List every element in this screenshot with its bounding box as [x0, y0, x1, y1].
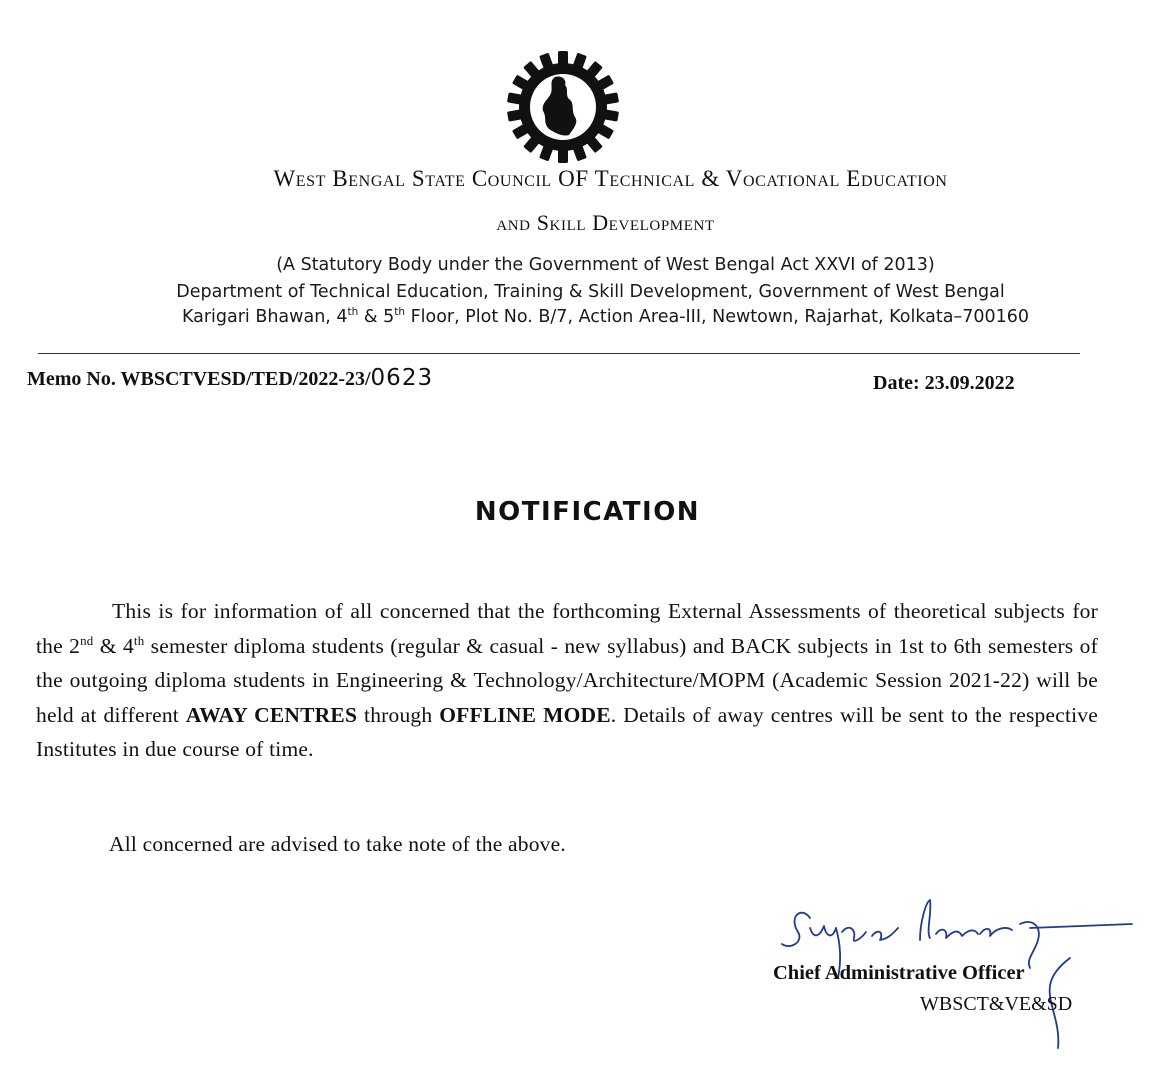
advisory-line: All concerned are advised to take note of the above.: [109, 832, 566, 856]
signatory-title: Chief Administrative Officer: [773, 962, 1025, 984]
address-line: Karigari Bhawan, 4th & 5th Floor, Plot No. B/7, Action Area-III, Newtown, Rajarhat, Kolkata–700160: [181, 306, 1030, 327]
notification-body: This is for information of all concerned that the forthcoming External Assessments of theoretical subjects for the 2nd & 4th semester diploma students (regular & casual - new syllabus) and BACK subjects in 1st to 6th semesters of the outgoing diploma students in Engineering & Technology/Architecture/MOPM (Academic Session 2021-22) will be held at different AWAY CENTRES through OFFLINE MODE. Details of away centres will be sent to the respective Institutes in due course of time.: [36, 599, 1098, 761]
memo-number: Memo No. WBSCTVESD/TED/2022-23/0623: [27, 365, 434, 391]
org-name-line1: West Bengal State Council OF Technical & Vocational Education: [273, 166, 948, 191]
department-line: Department of Technical Education, Training & Skill Development, Government of West Bengal: [176, 282, 1005, 302]
memo-handwritten-number: 0623: [370, 365, 434, 391]
memo-date: Date: 23.09.2022: [873, 372, 1015, 394]
signatory-organization: WBSCT&VE&SD: [920, 993, 1073, 1015]
org-name-line2: and Skill Development: [496, 210, 715, 235]
offline-mode-emphasis: OFFLINE MODE: [439, 702, 611, 727]
council-logo-icon: [506, 50, 620, 164]
statutory-line: (A Statutory Body under the Government of West Bengal Act XXVI of 2013): [276, 255, 935, 275]
page-title: NOTIFICATION: [474, 497, 701, 527]
header-divider: [38, 353, 1080, 354]
away-centres-emphasis: AWAY CENTRES: [185, 702, 358, 727]
